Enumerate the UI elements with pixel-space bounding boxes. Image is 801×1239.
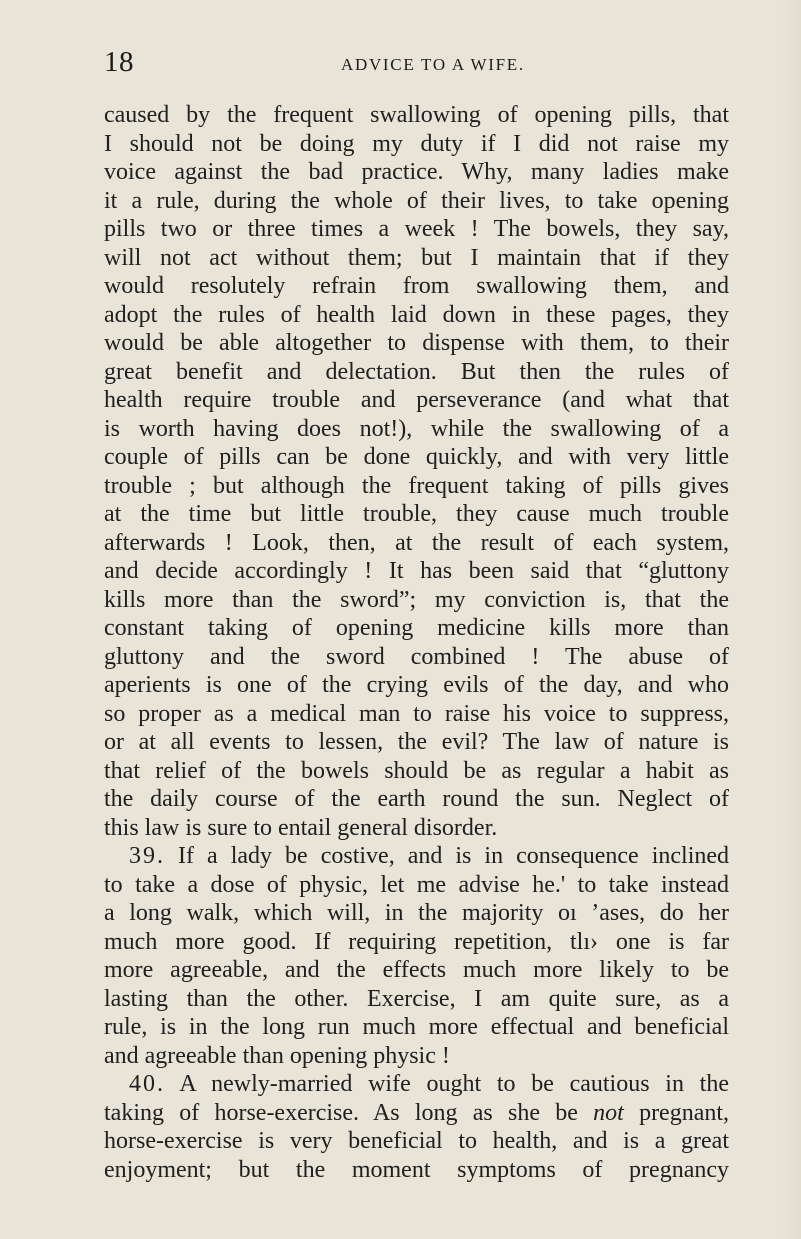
text-line: aperients is one of the crying evils of the day, and who xyxy=(104,672,729,698)
text-line: adopt the rules of health laid down in these pages, they xyxy=(104,301,729,328)
text-line-with-emphasis xyxy=(104,1099,729,1128)
text-line: that relief of the bowels should be as regular a habit as xyxy=(104,757,729,784)
text-line: health require trouble and perseverance (and what that xyxy=(104,387,729,413)
text-line: a long walk, which will, in the majority oı ʼases, do her xyxy=(104,900,729,926)
paragraph-39-first-line xyxy=(104,842,729,871)
line-text: taking of horse-exercise. As long as she be xyxy=(104,1099,578,1126)
page-edge-shadow xyxy=(781,0,801,1239)
text-line: enjoyment; but the moment symptoms of pregnancy xyxy=(104,1156,729,1183)
page-number: 18 xyxy=(104,46,134,78)
text-line: is worth having does not!), while the swallowing of a xyxy=(104,415,729,442)
text-line: and agreeable than opening physic ! xyxy=(104,1042,450,1069)
text-line: gluttony and the sword combined ! The abuse of xyxy=(104,643,729,670)
text-line: this law is sure to entail general disorder. xyxy=(104,814,498,841)
text-line: to take a dose of physic, let me advise he.' to take instead xyxy=(104,871,729,898)
text-line: pills two or three times a week ! The bowels, they say, xyxy=(104,216,729,242)
text-line: horse-exercise is very beneficial to health, and is a great xyxy=(104,1128,729,1154)
body-text xyxy=(104,101,729,1184)
text-line: couple of pills can be done quickly, and with very little xyxy=(104,444,729,470)
running-head xyxy=(0,0,801,80)
running-title: ADVICE TO A WIFE. xyxy=(341,55,525,74)
line-text-end: pregnant, xyxy=(639,1099,730,1126)
text-line: so proper as a medical man to raise his voice to suppress, xyxy=(104,700,729,727)
text-line: more agreeable, and the effects much more likely to be xyxy=(104,957,729,983)
text-line: it a rule, during the whole of their lives, to take opening xyxy=(104,187,729,214)
text-line: trouble ; but although the frequent taking of pills gives xyxy=(104,472,729,499)
paragraph-39-text: If a lady be costive, and is in consequence inclined xyxy=(178,843,730,869)
paragraph-40-first-line xyxy=(104,1070,729,1099)
text-line: will not act without them; but I maintain that if they xyxy=(104,244,729,271)
text-line: much more good. If requiring repetition, tlı› one is far xyxy=(104,928,729,955)
text-line: great benefit and delectation. But then the rules of xyxy=(104,358,729,385)
text-line: constant taking of opening medicine kills more than xyxy=(104,615,729,641)
text-line: caused by the frequent swallowing of opening pills, that xyxy=(104,102,729,128)
text-line: I should not be doing my duty if I did not raise my xyxy=(104,130,729,157)
text-line: would resolutely refrain from swallowing them, and xyxy=(104,273,729,299)
emphasized-word: not xyxy=(593,1099,624,1126)
text-line: voice against the bad practice. Why, many ladies make xyxy=(104,159,729,185)
text-line: kills more than the sword”; my conviction is, that the xyxy=(104,586,729,613)
text-line: at the time but little trouble, they cause much trouble xyxy=(104,501,729,527)
paragraph-number: 40. xyxy=(129,1071,165,1097)
paragraph-40-text: A newly-married wife ought to be cautious in the xyxy=(179,1071,729,1097)
text-line: the daily course of the earth round the sun. Neglect of xyxy=(104,786,729,812)
text-line: would be able altogether to dispense with them, to their xyxy=(104,330,729,356)
text-line: or at all events to lessen, the evil? The law of nature is xyxy=(104,729,729,755)
text-line: and decide accordingly ! It has been said that “gluttony xyxy=(104,558,729,584)
text-line: rule, is in the long run much more effectual and beneficial xyxy=(104,1014,729,1040)
paragraph-number: 39. xyxy=(129,843,165,869)
text-line: afterwards ! Look, then, at the result of each system, xyxy=(104,529,729,556)
text-line: lasting than the other. Exercise, I am quite sure, as a xyxy=(104,985,729,1012)
